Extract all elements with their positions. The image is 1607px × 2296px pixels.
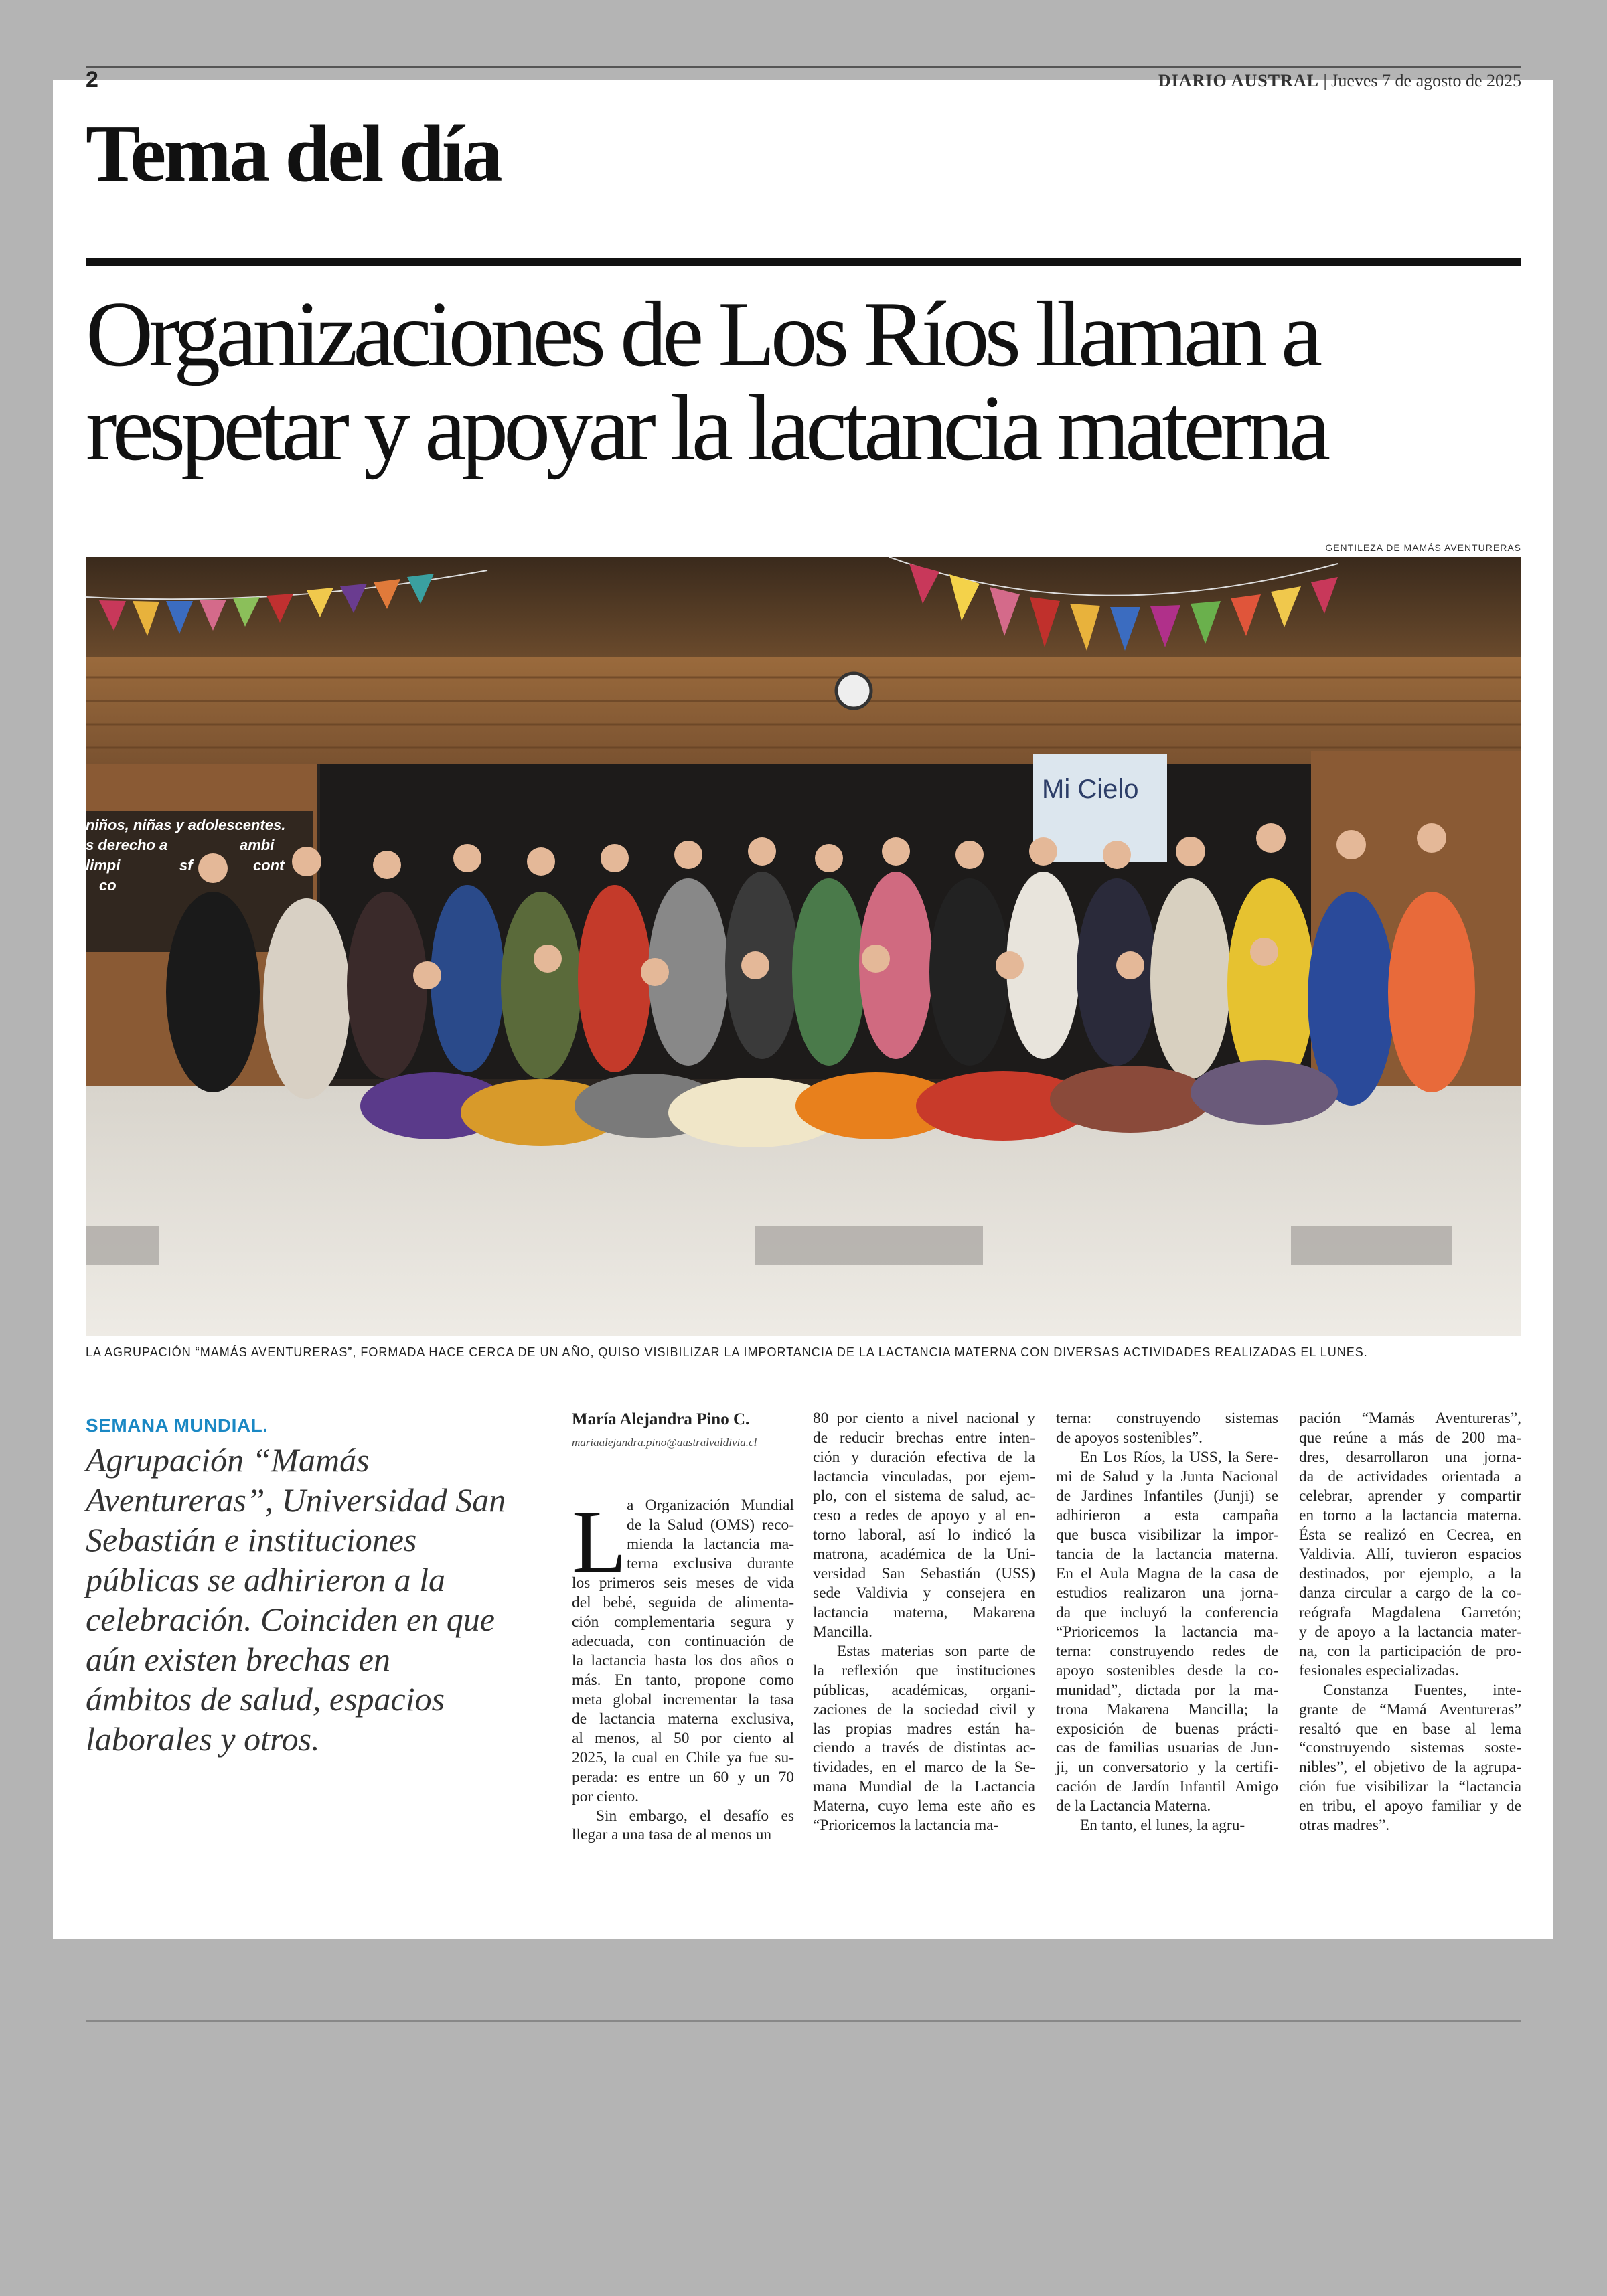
banner-text: Mi Cielo: [1042, 774, 1139, 804]
article-column-2: [813, 1409, 1035, 1835]
article-line: “Prioricemos la lactancia ma-: [1056, 1623, 1278, 1641]
wall-text-line: niños, niñas y adolescentes.: [86, 817, 286, 833]
article-line: mana Mundial de la Lactancia: [813, 1778, 1035, 1796]
deck-line: públicas se adhirieron a la: [86, 1560, 446, 1598]
drop-cap: L: [572, 1492, 627, 1591]
article-line: tancia de la lactancia materna.: [1056, 1545, 1278, 1563]
article-line: trona Makarena Mancilla; la: [1056, 1700, 1278, 1718]
article-line: nibles”, el objetivo de la agrupa-: [1299, 1758, 1521, 1777]
article-line: de lactancia materna exclusiva,: [572, 1710, 794, 1728]
article-line: las propias madres están ha-: [813, 1720, 1035, 1738]
article-line: fesionales especializadas.: [1299, 1661, 1459, 1679]
article-line: cas de familias usuarias de Jun-: [1056, 1739, 1278, 1757]
article-line: pación “Mamás Aventureras”,: [1299, 1410, 1521, 1427]
article-line: cación de Jardín Infantil Amigo: [1056, 1778, 1278, 1796]
article-line: a Organización Mundial: [627, 1497, 794, 1514]
article-line: al menos, al 50 por ciento al: [572, 1729, 794, 1747]
deck: [86, 1441, 554, 1759]
newspaper-name: DIARIO AUSTRAL: [1158, 71, 1319, 90]
article-line: da de actividades orientada a: [1299, 1467, 1521, 1485]
wall-text-line: s derecho a: [86, 837, 168, 853]
article-line: adhirieron a esta campaña: [1056, 1506, 1278, 1524]
section-title: Tema del día: [86, 108, 500, 199]
article-line: los primeros seis meses de vida: [572, 1574, 794, 1592]
deck-line: Sebastián e instituciones: [86, 1521, 417, 1558]
headline-line: respetar y apoyar la lactancia materna: [86, 376, 1326, 480]
article-line: ción fue visibilizar la “lactancia: [1299, 1778, 1521, 1796]
article-line: Valdivia. Allí, tuvieron espacios: [1299, 1545, 1521, 1563]
deck-line: ámbitos de salud, espacios: [86, 1680, 445, 1718]
article-line: En Los Ríos, la USS, la Sere-: [1080, 1448, 1278, 1466]
article-line: estudios realizaron una jorna-: [1056, 1584, 1278, 1602]
article-line: resaltó que en base al lema: [1299, 1720, 1521, 1738]
article-line: meta global incrementar la tasa: [572, 1690, 794, 1708]
wall-text-line: limpi: [86, 857, 121, 874]
article-line: de la Salud (OMS) reco-: [627, 1515, 794, 1534]
footer-rule: [86, 2020, 1521, 2022]
byline-email: mariaalejandra.pino@australvaldivia.cl: [572, 1436, 757, 1449]
article-line: mi de Salud y la Junta Nacional: [1056, 1467, 1278, 1485]
article-line: lactancia vinculadas, por ejem-: [813, 1467, 1035, 1485]
article-line: de Jardines Infantiles (Junji) se: [1056, 1487, 1278, 1505]
article-line: zaciones de la sociedad civil y: [813, 1700, 1035, 1718]
article-line: de reducir brechas entre inten-: [813, 1428, 1035, 1447]
kicker: SEMANA MUNDIAL.: [86, 1415, 269, 1436]
article-line: la lactancia hasta los dos años o: [572, 1651, 794, 1669]
deck-line: laborales y otros.: [86, 1720, 320, 1758]
article-line: sede Valdivia y consejera en: [813, 1584, 1035, 1602]
article-line: matrona, académica de la Uni-: [813, 1545, 1035, 1563]
wall-text-line: co: [99, 877, 117, 894]
article-line: torno laboral, así lo indicó la: [813, 1526, 1035, 1544]
article-line: Mancilla.: [813, 1623, 872, 1641]
article-line: Constanza Fuentes, inte-: [1323, 1681, 1521, 1699]
headline-line: Organizaciones de Los Ríos llaman a: [86, 282, 1318, 386]
article-line: na, con la participación de pro-: [1299, 1642, 1521, 1660]
article-line: ción y duración efectiva de la: [813, 1448, 1035, 1466]
section-rule: [86, 258, 1521, 266]
article-line: adecuada, con continuación de: [572, 1632, 794, 1650]
article-line: En tanto, el lunes, la agru-: [1080, 1817, 1245, 1835]
photo-caption: LA AGRUPACIÓN “MAMÁS AVENTURERAS”, FORMADA HACE CERCA DE UN AÑO, QUISO VISIBILIZAR LA IMPORTANCIA DE LA LACTANCIA MATERNA CON DIVERSAS ACTIVIDADES REALIZADAS EL LUNES.: [86, 1345, 1368, 1359]
article-line: reógrafa Magdalena Garretón;: [1299, 1603, 1521, 1621]
article-line: ceso a redes de apoyo y al en-: [813, 1506, 1035, 1524]
article-line: ción complementaria segura y: [572, 1613, 794, 1631]
article-line: terna exclusiva durante: [627, 1554, 794, 1572]
article-line: exposición de buenas prácti-: [1056, 1720, 1278, 1738]
deck-line: aún existen brechas en: [86, 1640, 390, 1678]
article-line: apoyo sostenibles desde la co-: [1056, 1661, 1278, 1679]
wall-text-line: sf: [179, 857, 193, 874]
article-line: del bebé, seguida de alimenta-: [572, 1593, 794, 1611]
article-column-1: [572, 1492, 794, 1845]
article-line: que busca visibilizar la impor-: [1056, 1526, 1278, 1544]
deck-line: celebración. Coinciden en que: [86, 1601, 495, 1638]
article-line: “Prioricemos la lactancia ma-: [813, 1817, 999, 1835]
article-line: grante de “Mamá Aventureras”: [1299, 1700, 1521, 1718]
folio: [1158, 71, 1521, 91]
article-line: En el Aula Magna de la casa de: [1056, 1564, 1278, 1582]
article-line: plo, con el sistema de salud, ac-: [813, 1487, 1035, 1505]
article-line: ciendo a través de distintas ac-: [813, 1739, 1035, 1757]
wall-text-line: cont: [253, 857, 285, 874]
group-photo: [86, 557, 1521, 1336]
article-line: Ésta se realizó en Cecrea, en: [1299, 1526, 1521, 1544]
article-line: destinados, por ejemplo, a la: [1299, 1564, 1521, 1582]
byline-author: María Alejandra Pino C.: [572, 1410, 750, 1428]
article-line: “construyendo sistemas soste-: [1299, 1739, 1521, 1757]
article-line: dres, desarrollaron una jorna-: [1299, 1448, 1521, 1466]
article-line: Estas materias son parte de: [837, 1642, 1035, 1660]
article-line: la reflexión que instituciones: [813, 1661, 1035, 1679]
article-line: terna: construyendo sistemas: [1056, 1410, 1278, 1427]
article-line: lactancia materna, Makarena: [813, 1603, 1035, 1621]
article-line: munidad”, dictada por la ma-: [1056, 1681, 1278, 1699]
article-line: otras madres”.: [1299, 1817, 1390, 1835]
article-line: y de apoyo a la lactancia mater-: [1299, 1623, 1521, 1641]
article-line: públicas, académicas, organi-: [813, 1681, 1035, 1699]
wall-text-line: ambi: [240, 837, 275, 853]
article-column-3: [1056, 1409, 1278, 1835]
article-line: 2025, la cual en Chile ya fue su-: [572, 1748, 794, 1767]
article-line: ji, un conversatorio y la certifi-: [1056, 1758, 1278, 1777]
article-line: Materna, cuyo lema este año es: [813, 1797, 1035, 1815]
article-line: en torno a la lactancia materna.: [1299, 1506, 1521, 1524]
article-line: más. En tanto, propone como: [572, 1671, 794, 1689]
article-line: de apoyos sostenibles”.: [1056, 1428, 1203, 1447]
article-line: tividades, en el marco de la Se-: [813, 1758, 1035, 1777]
headline: [86, 282, 1532, 480]
folio-separator: |: [1323, 71, 1332, 90]
article-line: danza circular a cargo de la co-: [1299, 1584, 1521, 1602]
article-line: de la Lactancia Materna.: [1056, 1797, 1211, 1815]
article-line: versidad San Sebastián (USS): [813, 1564, 1035, 1582]
article-line: celebrar, aprender y compartir: [1299, 1487, 1521, 1505]
article-line: 80 por ciento a nivel nacional y: [813, 1410, 1035, 1427]
article-line: que reúne a más de 200 ma-: [1299, 1428, 1521, 1447]
deck-line: Agrupación “Mamás: [86, 1441, 370, 1479]
page-number: 2: [86, 67, 98, 92]
article-line: llegar a una tasa de al menos un: [572, 1826, 772, 1844]
article-line: da que incluyó la conferencia: [1056, 1603, 1278, 1621]
article-line: en tribu, el apoyo familiar y de: [1299, 1797, 1521, 1815]
article-line: terna: construyendo redes de: [1056, 1642, 1278, 1660]
article-line: Sin embargo, el desafío es: [596, 1807, 794, 1825]
article-column-4: [1299, 1409, 1521, 1835]
header-rule: [86, 66, 1521, 68]
article-line: perada: es entre un 60 y un 70: [572, 1768, 794, 1786]
article-line: por ciento.: [572, 1787, 639, 1805]
article-line: mienda la lactancia ma-: [627, 1535, 794, 1553]
deck-line: Aventureras”, Universidad San: [86, 1481, 506, 1519]
issue-date: Jueves 7 de agosto de 2025: [1331, 71, 1521, 90]
photo-credit: GENTILEZA DE MAMÁS AVENTURERAS: [1325, 542, 1521, 553]
